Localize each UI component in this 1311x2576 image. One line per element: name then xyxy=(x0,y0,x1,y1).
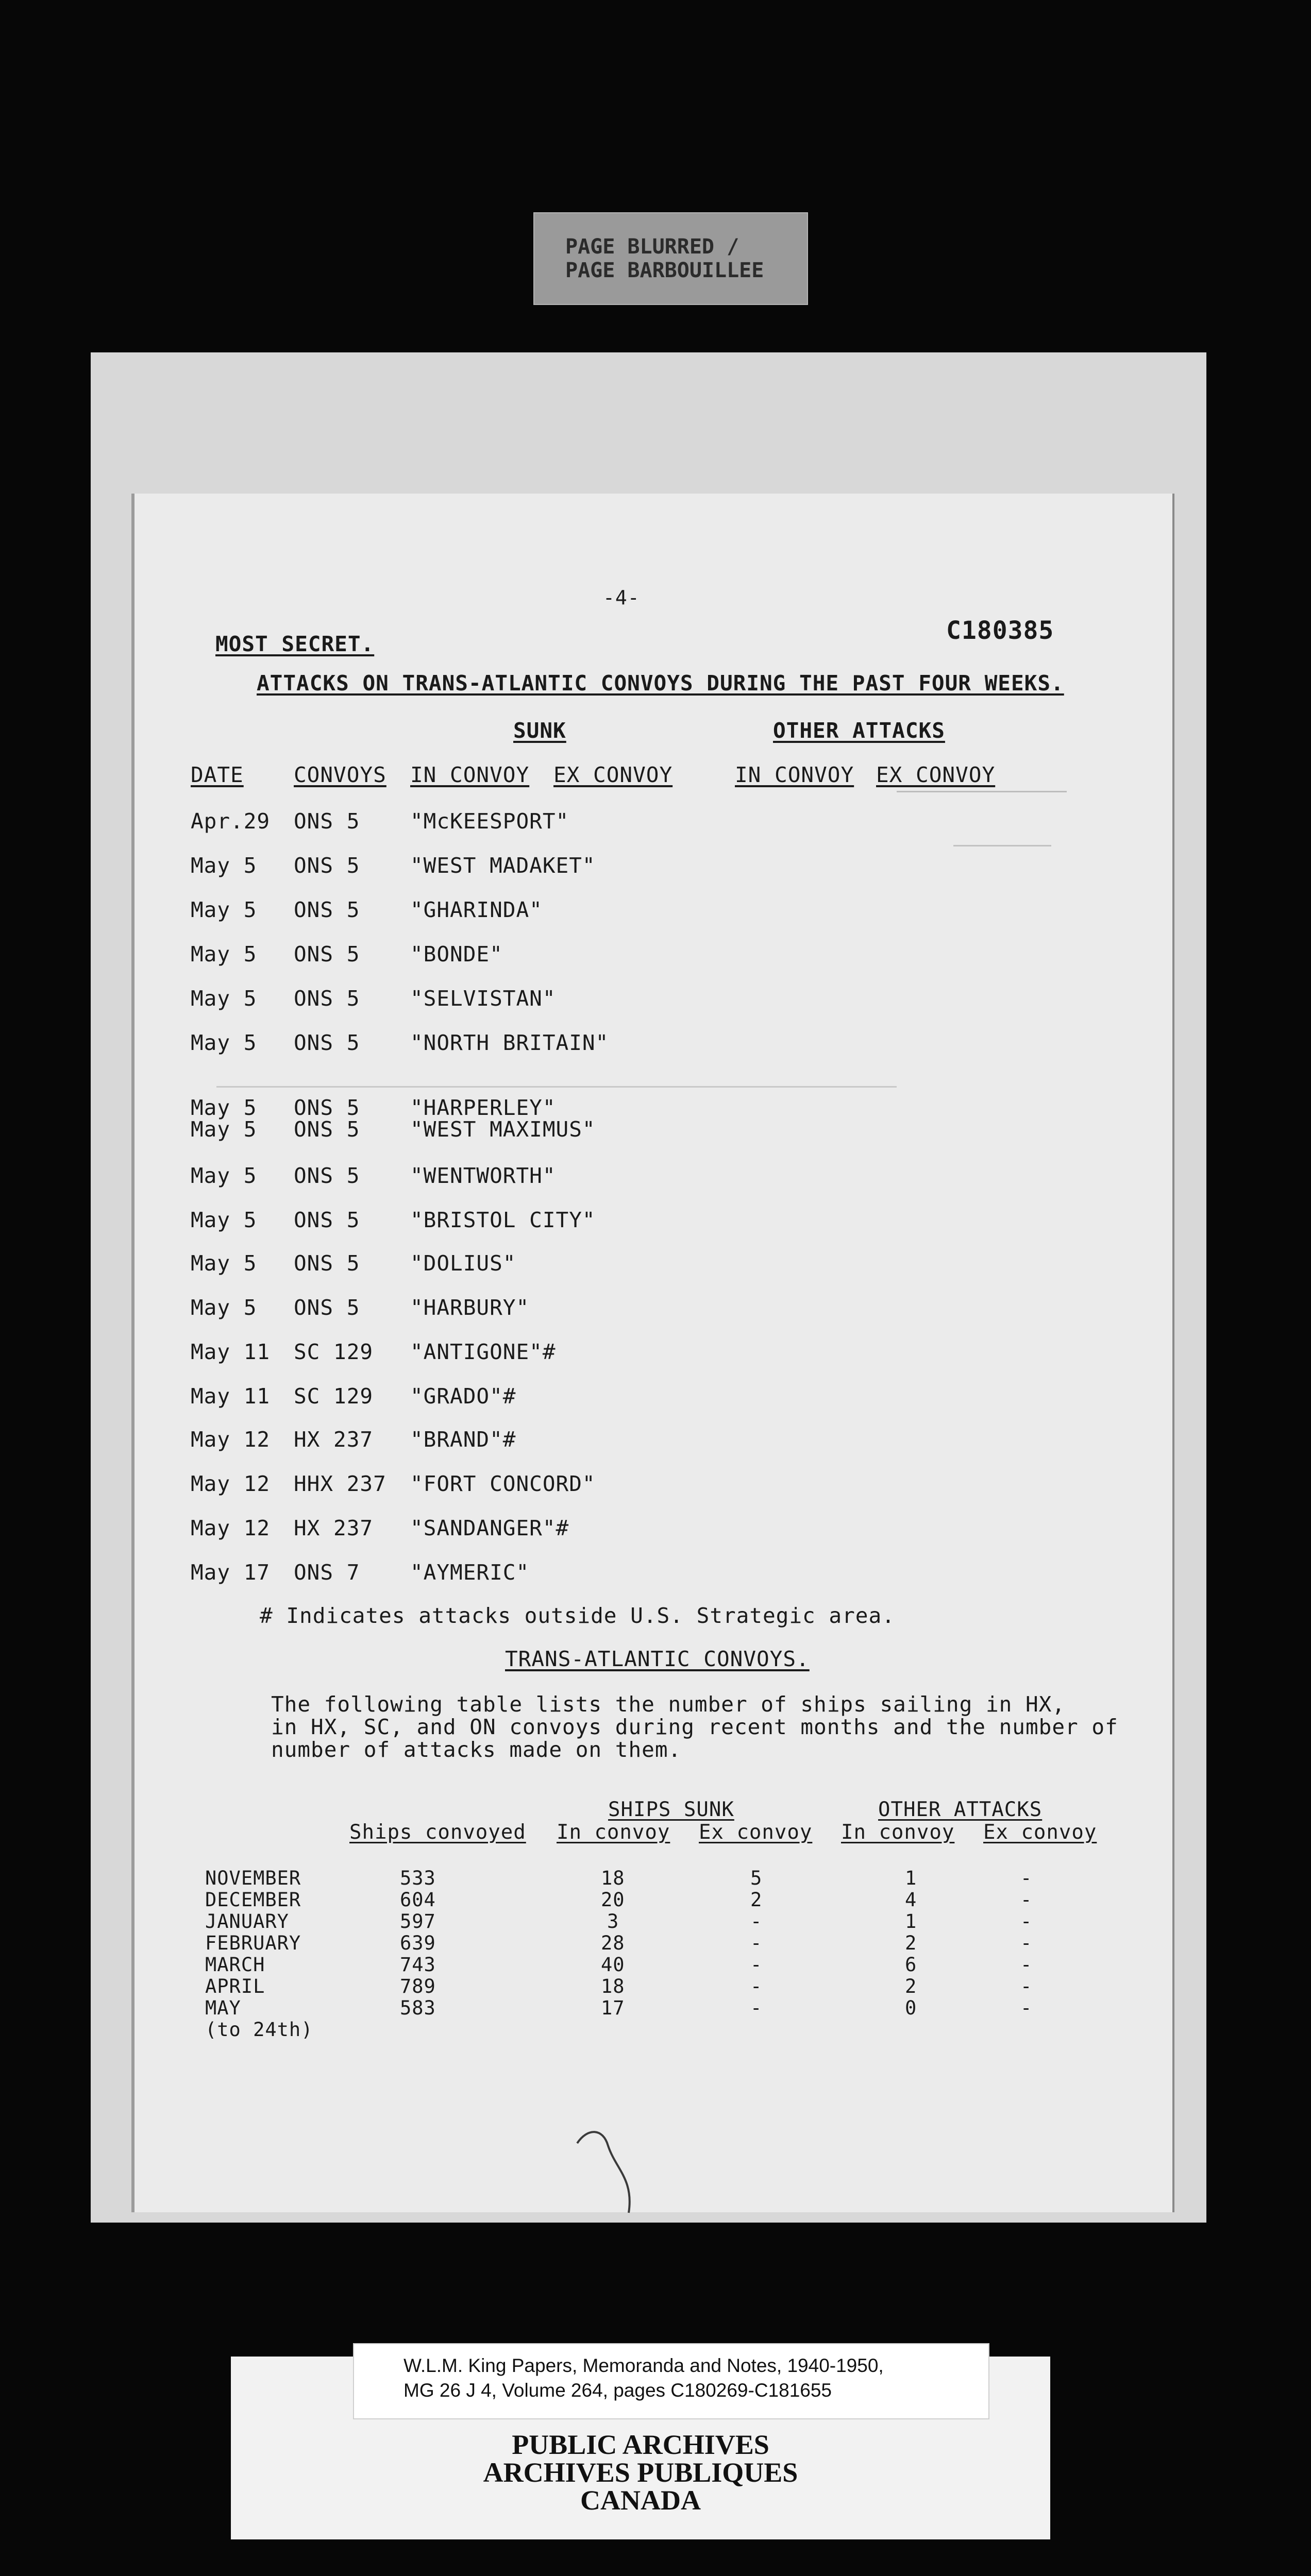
other-in-convoy-cell: 2 xyxy=(905,1932,917,1954)
other-in-convoy-cell: 0 xyxy=(905,1997,917,2019)
other-ex-convoy-cell: - xyxy=(1020,1975,1033,1997)
bleed-through-mark xyxy=(897,791,1067,798)
sunk-ex-convoy-cell: - xyxy=(750,1910,763,1933)
column-header-date: DATE xyxy=(191,762,244,787)
other-in-convoy-cell: 1 xyxy=(905,1910,917,1933)
row-ship: "WENTWORTH" xyxy=(410,1163,556,1188)
row-date: May 5 xyxy=(191,1251,257,1276)
citation-line: MG 26 J 4, Volume 264, pages C180269-C181655 xyxy=(404,2380,832,2401)
row-date: May 12 xyxy=(191,1427,271,1452)
sunk-in-convoy-cell: 20 xyxy=(601,1889,625,1911)
row-date: May 12 xyxy=(191,1516,271,1540)
row-convoy: ONS 5 xyxy=(294,1163,360,1188)
archives-name-fr: ARCHIVES PUBLIQUES xyxy=(483,2457,798,2488)
month-label: DECEMBER xyxy=(205,1889,301,1911)
sunk-ex-convoy-cell: 2 xyxy=(750,1889,763,1911)
row-date: May 5 xyxy=(191,897,257,922)
row-convoy: HHX 237 xyxy=(294,1471,386,1496)
archives-stamp xyxy=(231,2431,1050,2514)
month-label: APRIL xyxy=(205,1975,265,1997)
page-number: -4- xyxy=(603,586,640,609)
row-date: May 5 xyxy=(191,1208,257,1232)
group-header-ships-sunk: SHIPS SUNK xyxy=(608,1798,734,1821)
row-convoy: ONS 5 xyxy=(294,1117,360,1142)
sunk-in-convoy-cell: 17 xyxy=(601,1997,625,2019)
ships-convoyed-cell: 639 xyxy=(400,1932,436,1954)
ships-convoyed-cell: 583 xyxy=(400,1997,436,2019)
row-date: May 12 xyxy=(191,1471,271,1496)
pencil-mark-icon xyxy=(567,2123,649,2221)
row-ship: "HARPERLEY" xyxy=(410,1095,556,1120)
column-header-other-in-convoy: IN CONVOY xyxy=(735,762,854,787)
page-blurred-stamp xyxy=(533,212,808,305)
citation-line: W.L.M. King Papers, Memoranda and Notes, 1940-1950, xyxy=(404,2355,884,2376)
row-date: May 5 xyxy=(191,1117,257,1142)
row-date: May 17 xyxy=(191,1560,271,1585)
sunk-in-convoy-cell: 40 xyxy=(601,1954,625,1976)
row-convoy: ONS 5 xyxy=(294,1208,360,1232)
row-convoy: ONS 5 xyxy=(294,853,360,878)
month-label: NOVEMBER xyxy=(205,1867,301,1889)
row-convoy: ONS 5 xyxy=(294,897,360,922)
row-convoy: ONS 5 xyxy=(294,1030,360,1055)
row-ship: "McKEESPORT" xyxy=(410,809,569,834)
row-date: May 11 xyxy=(191,1384,271,1409)
other-ex-convoy-cell: - xyxy=(1020,1910,1033,1933)
row-convoy: ONS 5 xyxy=(294,942,360,967)
row-convoy: ONS 5 xyxy=(294,1295,360,1320)
ships-convoyed-cell: 533 xyxy=(400,1867,436,1889)
row-date: May 5 xyxy=(191,1030,257,1055)
ships-convoyed-cell: 604 xyxy=(400,1889,436,1911)
column-header-other-in-convoy: In convoy xyxy=(841,1821,955,1844)
column-header-sunk-ex-convoy: Ex convoy xyxy=(699,1821,813,1844)
row-ship: "WEST MADAKET" xyxy=(410,853,596,878)
document-page xyxy=(131,494,1174,2212)
other-ex-convoy-cell: - xyxy=(1020,1889,1033,1911)
ships-convoyed-cell: 597 xyxy=(400,1910,436,1933)
row-convoy: ONS 5 xyxy=(294,809,360,834)
ships-convoyed-cell: 743 xyxy=(400,1954,436,1976)
sunk-in-convoy-cell: 28 xyxy=(601,1932,625,1954)
month-label: FEBRUARY xyxy=(205,1932,301,1954)
page-title: ATTACKS ON TRANS-ATLANTIC CONVOYS DURING THE PAST FOUR WEEKS. xyxy=(257,671,1064,696)
row-date: May 5 xyxy=(191,942,257,967)
sunk-in-convoy-cell: 18 xyxy=(601,1975,625,1997)
other-in-convoy-cell: 2 xyxy=(905,1975,917,1997)
document-reference: C180385 xyxy=(946,616,1054,645)
month-label: MARCH xyxy=(205,1954,265,1976)
column-header-other-ex-convoy: Ex convoy xyxy=(983,1821,1097,1844)
row-date: May 11 xyxy=(191,1340,271,1364)
sunk-ex-convoy-cell: - xyxy=(750,1954,763,1976)
may-period-note: (to 24th) xyxy=(205,2019,313,2041)
group-header-other-attacks: OTHER ATTACKS xyxy=(773,718,945,743)
bleed-through-mark xyxy=(953,845,1051,851)
sunk-ex-convoy-cell: - xyxy=(750,1997,763,2019)
sunk-ex-convoy-cell: 5 xyxy=(750,1867,763,1889)
archives-country: CANADA xyxy=(580,2485,701,2516)
intro-line: The following table lists the number of ships sailing in HX, xyxy=(271,1692,1066,1717)
row-ship: "FORT CONCORD" xyxy=(410,1471,596,1496)
row-convoy: ONS 5 xyxy=(294,1251,360,1276)
other-ex-convoy-cell: - xyxy=(1020,1932,1033,1954)
row-convoy: HX 237 xyxy=(294,1516,374,1540)
row-date: May 5 xyxy=(191,986,257,1011)
other-in-convoy-cell: 4 xyxy=(905,1889,917,1911)
column-header-other-ex-convoy: EX CONVOY xyxy=(876,762,996,787)
citation-label xyxy=(353,2343,989,2419)
section-heading: TRANS-ATLANTIC CONVOYS. xyxy=(505,1647,810,1671)
row-ship: "ANTIGONE"# xyxy=(410,1340,556,1364)
sunk-ex-convoy-cell: - xyxy=(750,1975,763,1997)
other-ex-convoy-cell: - xyxy=(1020,1997,1033,2019)
bleed-through-rule xyxy=(216,1086,897,1090)
classification-label: MOST SECRET. xyxy=(215,632,375,656)
column-header-sunk-in-convoy: IN CONVOY xyxy=(410,762,530,787)
row-ship: "SANDANGER"# xyxy=(410,1516,569,1540)
column-header-sunk-ex-convoy: EX CONVOY xyxy=(553,762,673,787)
stamp-line-en: PAGE BLURRED / xyxy=(565,235,739,259)
archives-name-en: PUBLIC ARCHIVES xyxy=(512,2429,769,2460)
stamp-line-fr: PAGE BARBOUILLEE xyxy=(565,259,764,282)
group-header-sunk: SUNK xyxy=(513,718,566,743)
sunk-ex-convoy-cell: - xyxy=(750,1932,763,1954)
row-ship: "GHARINDA" xyxy=(410,897,543,922)
column-header-ships-convoyed: Ships convoyed xyxy=(349,1821,526,1844)
row-convoy: ONS 7 xyxy=(294,1560,360,1585)
intro-line: number of attacks made on them. xyxy=(271,1737,682,1762)
row-date: Apr.29 xyxy=(191,809,271,834)
column-header-convoys: CONVOYS xyxy=(294,762,386,787)
row-convoy: SC 129 xyxy=(294,1384,374,1409)
other-ex-convoy-cell: - xyxy=(1020,1954,1033,1976)
row-ship: "HARBURY" xyxy=(410,1295,530,1320)
ships-convoyed-cell: 789 xyxy=(400,1975,436,1997)
month-label: JANUARY xyxy=(205,1910,289,1933)
row-ship: "BRISTOL CITY" xyxy=(410,1208,596,1232)
other-in-convoy-cell: 6 xyxy=(905,1954,917,1976)
row-convoy: ONS 5 xyxy=(294,1095,360,1120)
other-in-convoy-cell: 1 xyxy=(905,1867,917,1889)
row-convoy: ONS 5 xyxy=(294,986,360,1011)
other-ex-convoy-cell: - xyxy=(1020,1867,1033,1889)
row-date: May 5 xyxy=(191,1295,257,1320)
row-convoy: HX 237 xyxy=(294,1427,374,1452)
row-ship: "BRAND"# xyxy=(410,1427,516,1452)
row-ship: "SELVISTAN" xyxy=(410,986,556,1011)
column-header-sunk-in-convoy: In convoy xyxy=(557,1821,670,1844)
row-ship: "BONDE" xyxy=(410,942,503,967)
row-date: May 5 xyxy=(191,1163,257,1188)
footnote: # Indicates attacks outside U.S. Strategic area. xyxy=(260,1603,895,1628)
row-ship: "GRADO"# xyxy=(410,1384,516,1409)
row-ship: "DOLIUS" xyxy=(410,1251,516,1276)
month-label: MAY xyxy=(205,1997,241,2019)
sunk-in-convoy-cell: 3 xyxy=(607,1910,619,1933)
row-ship: "WEST MAXIMUS" xyxy=(410,1117,596,1142)
row-ship: "AYMERIC" xyxy=(410,1560,530,1585)
row-convoy: SC 129 xyxy=(294,1340,374,1364)
sunk-in-convoy-cell: 18 xyxy=(601,1867,625,1889)
intro-line: in HX, SC, and ON convoys during recent months and the number of xyxy=(271,1715,1118,1739)
row-ship: "NORTH BRITAIN" xyxy=(410,1030,609,1055)
group-header-other-attacks: OTHER ATTACKS xyxy=(878,1798,1043,1821)
row-date: May 5 xyxy=(191,1095,257,1120)
row-date: May 5 xyxy=(191,853,257,878)
